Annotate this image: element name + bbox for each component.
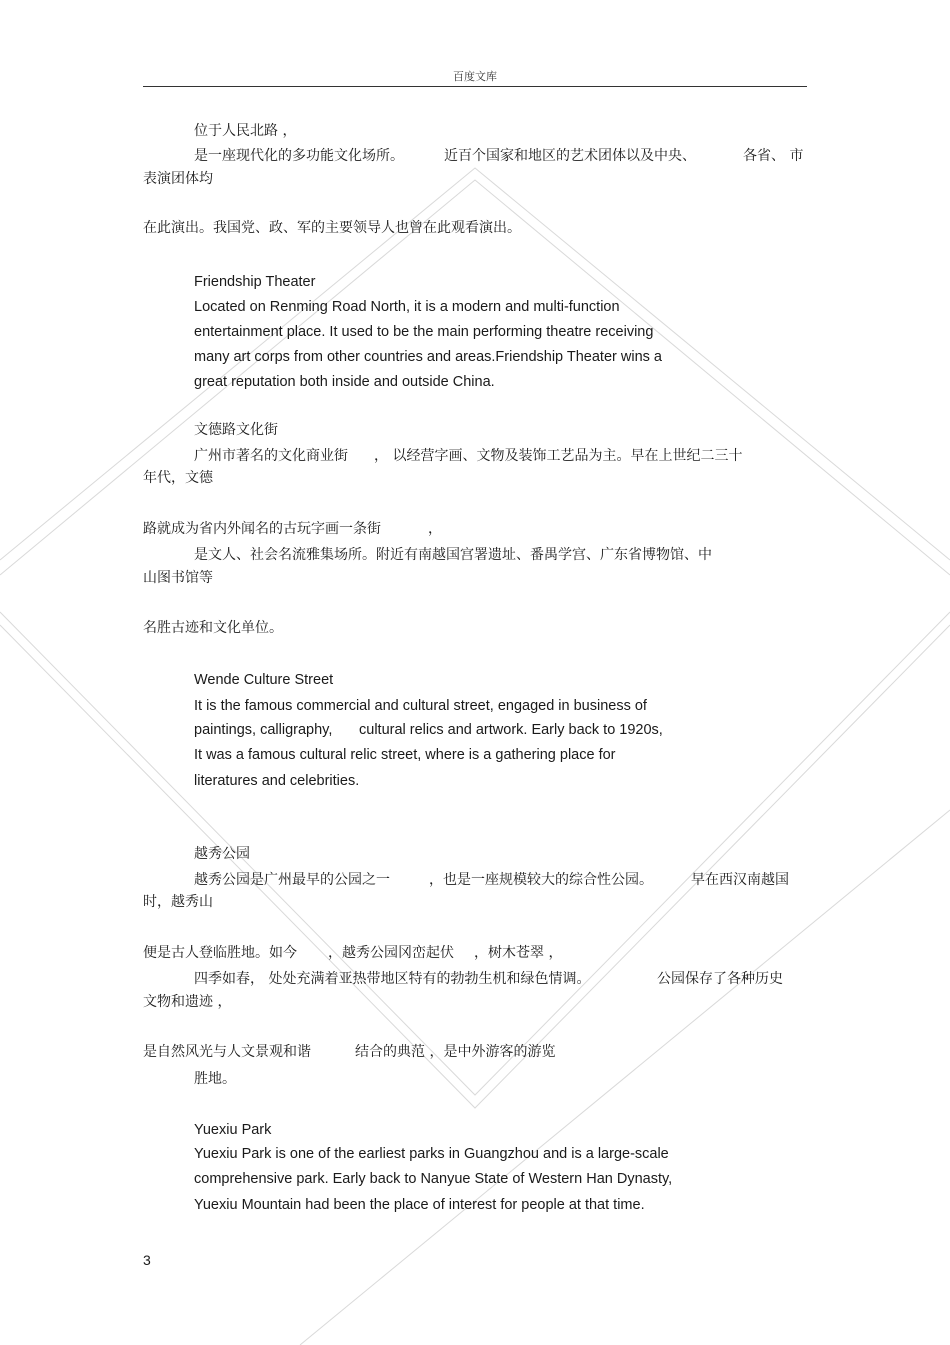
wende-cn-line-1a: 广州市著名的文化商业街 — [194, 448, 348, 464]
friendship-en-title: Friendship Theater — [194, 274, 316, 290]
wende-cn-title: 文德路文化街 — [194, 422, 278, 438]
yuexiu-cn-line-6b: 结合的典范 ，是中外游客的游览 — [355, 1044, 556, 1060]
wende-en-title: Wende Culture Street — [194, 672, 334, 688]
wende-cn-line-1b: ， 以经营字画、文物及装饰工艺品为主。早在上世纪二三十 — [374, 448, 743, 464]
header-rule — [143, 86, 807, 87]
friendship-en-line-2: entertainment place. It used to be the main performing theatre receiving — [194, 324, 654, 340]
wende-en-line-2b: cultural relics and artwork. Early back to 1920s, — [359, 722, 663, 738]
yuexiu-cn-line-7: 胜地。 — [194, 1071, 236, 1087]
yuexiu-en-line-2: comprehensive park. Early back to Nanyue State of Western Han Dynasty, — [194, 1171, 673, 1187]
yuexiu-cn-line-1a: 越秀公园是广州最早的公园之一 — [194, 872, 390, 888]
yuexiu-cn-title: 越秀公园 — [194, 846, 250, 862]
wende-cn-line-6: 名胜古迹和文化单位。 — [143, 620, 283, 636]
wende-cn-line-2: 年代，文德 — [143, 470, 213, 486]
wende-en-line-3: It was a famous cultural relic street, where is a gathering place for — [194, 747, 616, 763]
yuexiu-cn-line-3a: 便是古人登临胜地。如今 — [143, 945, 297, 961]
wende-en-line-2a: paintings, calligraphy, — [194, 722, 333, 738]
yuexiu-cn-line-6a: 是自然风光与人文景观和谐 — [143, 1044, 311, 1060]
yuexiu-cn-line-4b: 公园保存了各种历史 — [657, 971, 783, 987]
header-title: 百度文库 — [453, 70, 497, 83]
yuexiu-cn-line-4a: 四季如春， 处处充满着亚热带地区特有的勃勃生机和绿色情调。 — [194, 971, 591, 987]
wende-cn-line-3a: 路就成为省内外闻名的古玩字画一条街 — [143, 521, 381, 537]
yuexiu-cn-line-2: 时，越秀山 — [143, 894, 213, 910]
wende-en-line-4: literatures and celebrities. — [194, 773, 360, 789]
friendship-cn-line-2a: 是一座现代化的多功能文化场所。 — [194, 148, 404, 164]
friendship-en-line-3: many art corps from other countries and areas.Friendship Theater wins a — [194, 349, 662, 365]
friendship-cn-line-1: 位于人民北路 ， — [194, 123, 297, 139]
yuexiu-cn-line-5: 文物和遗迹 ， — [143, 994, 232, 1010]
yuexiu-cn-line-3b: ，越秀公园冈峦起伏 — [328, 945, 454, 961]
yuexiu-en-line-3: Yuexiu Mountain had been the place of interest for people at that time. — [194, 1197, 645, 1213]
friendship-cn-line-2b: 近百个国家和地区的艺术团体以及中央、 — [444, 148, 696, 164]
yuexiu-en-line-1: Yuexiu Park is one of the earliest parks in Guangzhou and is a large-scale — [194, 1146, 669, 1162]
friendship-cn-line-2c: 各省、 市 — [743, 148, 804, 164]
friendship-cn-line-3: 表演团体均 — [143, 171, 213, 187]
yuexiu-cn-line-1b: ，也是一座规模较大的综合性公园。 — [429, 872, 653, 888]
wende-cn-line-3b: ， — [428, 521, 442, 537]
wende-en-line-1: It is the famous commercial and cultural street, engaged in business of — [194, 698, 647, 714]
friendship-en-line-1: Located on Renming Road North, it is a modern and multi-function — [194, 299, 620, 315]
friendship-cn-line-4: 在此演出。我国党、政、军的主要领导人也曾在此观看演出。 — [143, 220, 521, 236]
yuexiu-en-title: Yuexiu Park — [194, 1122, 272, 1138]
yuexiu-cn-line-3c: ，树木苍翠 ， — [474, 945, 563, 961]
page-number: 3 — [143, 1252, 151, 1268]
wende-cn-line-5: 山图书馆等 — [143, 570, 213, 586]
yuexiu-cn-line-1c: 早在西汉南越国 — [691, 872, 789, 888]
wende-cn-line-4: 是文人、社会名流雅集场所。附近有南越国宫署遗址、番禺学宫、广东省博物馆、中 — [194, 547, 712, 563]
friendship-en-line-4: great reputation both inside and outside China. — [194, 374, 495, 390]
